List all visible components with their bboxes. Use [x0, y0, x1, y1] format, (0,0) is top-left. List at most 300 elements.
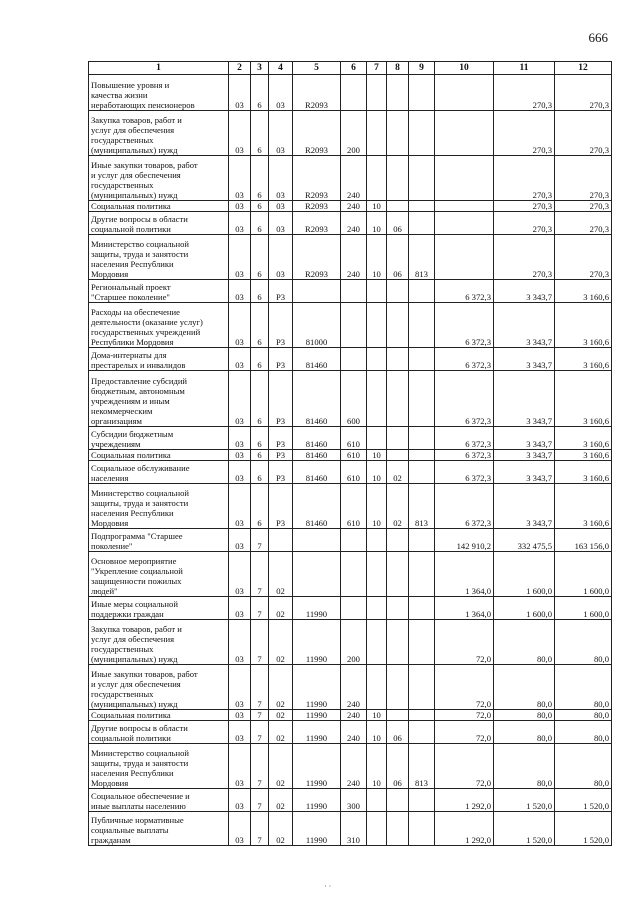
table-row — [89, 450, 612, 461]
code-cell-col-3: 7 — [251, 710, 269, 721]
amount-cell-col-11: 3 343,7 — [494, 348, 555, 371]
code-cell-col-4: P3 — [269, 280, 293, 303]
code-cell-col-7 — [367, 303, 387, 348]
row-name-cell: Расходы на обеспечение деятельности (оказание услуг) государственных учреждений Республики Мордовия — [89, 303, 229, 348]
table-body — [89, 75, 612, 846]
code-cell-col-9 — [409, 620, 435, 665]
row-name-cell: Социальное обслуживание населения — [89, 461, 229, 484]
code-cell-col-2: 03 — [229, 812, 251, 846]
code-cell-col-4: 02 — [269, 552, 293, 597]
code-cell-col-8 — [387, 156, 409, 201]
scan-mark: · · — [324, 882, 332, 891]
amount-cell-col-11: 3 343,7 — [494, 461, 555, 484]
code-cell-col-9 — [409, 529, 435, 552]
code-cell-col-5: 11990 — [293, 812, 341, 846]
amount-cell-col-11: 1 600,0 — [494, 552, 555, 597]
code-cell-col-2: 03 — [229, 111, 251, 156]
code-cell-col-9: 813 — [409, 744, 435, 789]
code-cell-col-7 — [367, 812, 387, 846]
amount-cell-col-10: 6 372,3 — [435, 371, 494, 427]
code-cell-col-2: 03 — [229, 620, 251, 665]
code-cell-col-3: 6 — [251, 484, 269, 529]
amount-cell-col-11: 270,3 — [494, 111, 555, 156]
table-row — [89, 280, 612, 303]
code-cell-col-7 — [367, 620, 387, 665]
code-cell-col-3: 6 — [251, 450, 269, 461]
code-cell-col-6: 240 — [341, 710, 367, 721]
header-row — [89, 62, 612, 75]
code-cell-col-5: R2093 — [293, 212, 341, 235]
amount-cell-col-12: 80,0 — [555, 721, 612, 744]
amount-cell-col-12: 3 160,6 — [555, 348, 612, 371]
row-name-cell: Иные меры социальной поддержки граждан — [89, 597, 229, 620]
code-cell-col-9 — [409, 812, 435, 846]
amount-cell-col-10 — [435, 156, 494, 201]
code-cell-col-3: 7 — [251, 744, 269, 789]
code-cell-col-7: 10 — [367, 461, 387, 484]
page-number: 666 — [588, 30, 608, 45]
code-cell-col-9 — [409, 789, 435, 812]
amount-cell-col-11: 80,0 — [494, 620, 555, 665]
table-row — [89, 721, 612, 744]
amount-cell-col-12: 80,0 — [555, 665, 612, 710]
code-cell-col-7: 10 — [367, 450, 387, 461]
amount-cell-col-10 — [435, 201, 494, 212]
table-row — [89, 484, 612, 529]
column-header-6: 6 — [341, 62, 367, 75]
code-cell-col-3: 7 — [251, 665, 269, 710]
table-row — [89, 75, 612, 111]
amount-cell-col-12: 3 160,6 — [555, 371, 612, 427]
amount-cell-col-10 — [435, 235, 494, 280]
code-cell-col-6: 240 — [341, 665, 367, 710]
budget-table — [88, 61, 612, 846]
code-cell-col-6 — [341, 303, 367, 348]
code-cell-col-2: 03 — [229, 212, 251, 235]
table-row — [89, 529, 612, 552]
code-cell-col-4: 02 — [269, 789, 293, 812]
code-cell-col-7: 10 — [367, 744, 387, 789]
code-cell-col-3: 6 — [251, 156, 269, 201]
code-cell-col-8 — [387, 552, 409, 597]
code-cell-col-7: 10 — [367, 212, 387, 235]
code-cell-col-4: 03 — [269, 201, 293, 212]
table-row — [89, 710, 612, 721]
code-cell-col-7 — [367, 371, 387, 427]
code-cell-col-5: R2093 — [293, 201, 341, 212]
row-name-cell: Подпрограмма "Старшее поколение" — [89, 529, 229, 552]
column-header-11: 11 — [494, 62, 555, 75]
amount-cell-col-10: 6 372,3 — [435, 280, 494, 303]
code-cell-col-5: R2093 — [293, 111, 341, 156]
table-row — [89, 156, 612, 201]
amount-cell-col-11: 1 520,0 — [494, 789, 555, 812]
code-cell-col-6: 240 — [341, 721, 367, 744]
code-cell-col-4: P3 — [269, 450, 293, 461]
amount-cell-col-11: 270,3 — [494, 201, 555, 212]
code-cell-col-6: 240 — [341, 235, 367, 280]
code-cell-col-8 — [387, 620, 409, 665]
code-cell-col-4: 02 — [269, 744, 293, 789]
code-cell-col-5: 81460 — [293, 461, 341, 484]
code-cell-col-6: 300 — [341, 789, 367, 812]
column-header-3: 3 — [251, 62, 269, 75]
code-cell-col-7 — [367, 75, 387, 111]
code-cell-col-6 — [341, 348, 367, 371]
column-header-2: 2 — [229, 62, 251, 75]
code-cell-col-7 — [367, 789, 387, 812]
code-cell-col-4: 03 — [269, 75, 293, 111]
code-cell-col-7: 10 — [367, 710, 387, 721]
amount-cell-col-11: 270,3 — [494, 75, 555, 111]
amount-cell-col-10: 72,0 — [435, 620, 494, 665]
row-name-cell: Другие вопросы в области социальной политики — [89, 721, 229, 744]
code-cell-col-7 — [367, 665, 387, 710]
code-cell-col-8 — [387, 450, 409, 461]
code-cell-col-5: R2093 — [293, 235, 341, 280]
code-cell-col-5: 81460 — [293, 348, 341, 371]
amount-cell-col-12: 1 520,0 — [555, 812, 612, 846]
row-name-cell: Дома-интернаты для престарелых и инвалидов — [89, 348, 229, 371]
code-cell-col-2: 03 — [229, 303, 251, 348]
amount-cell-col-12: 270,3 — [555, 75, 612, 111]
code-cell-col-3: 6 — [251, 371, 269, 427]
column-header-9: 9 — [409, 62, 435, 75]
amount-cell-col-11: 1 600,0 — [494, 597, 555, 620]
code-cell-col-6: 610 — [341, 450, 367, 461]
code-cell-col-2: 03 — [229, 597, 251, 620]
code-cell-col-2: 03 — [229, 665, 251, 710]
code-cell-col-3: 7 — [251, 721, 269, 744]
code-cell-col-8 — [387, 111, 409, 156]
code-cell-col-7 — [367, 552, 387, 597]
amount-cell-col-11: 80,0 — [494, 665, 555, 710]
amount-cell-col-10: 1 364,0 — [435, 597, 494, 620]
code-cell-col-7 — [367, 529, 387, 552]
column-header-12: 12 — [555, 62, 612, 75]
amount-cell-col-10: 1 364,0 — [435, 552, 494, 597]
table-row — [89, 427, 612, 450]
code-cell-col-8 — [387, 597, 409, 620]
code-cell-col-2: 03 — [229, 348, 251, 371]
code-cell-col-2: 03 — [229, 461, 251, 484]
amount-cell-col-12: 80,0 — [555, 744, 612, 789]
code-cell-col-7: 10 — [367, 235, 387, 280]
code-cell-col-6: 240 — [341, 212, 367, 235]
table-row — [89, 371, 612, 427]
code-cell-col-4: 02 — [269, 597, 293, 620]
code-cell-col-3: 6 — [251, 461, 269, 484]
amount-cell-col-10 — [435, 75, 494, 111]
code-cell-col-4: 02 — [269, 721, 293, 744]
code-cell-col-2: 03 — [229, 450, 251, 461]
code-cell-col-6 — [341, 280, 367, 303]
code-cell-col-2: 03 — [229, 427, 251, 450]
table-row — [89, 597, 612, 620]
code-cell-col-4: P3 — [269, 427, 293, 450]
code-cell-col-9 — [409, 552, 435, 597]
amount-cell-col-11: 270,3 — [494, 212, 555, 235]
code-cell-col-9 — [409, 156, 435, 201]
code-cell-col-7 — [367, 156, 387, 201]
code-cell-col-5: 11990 — [293, 665, 341, 710]
code-cell-col-8: 02 — [387, 461, 409, 484]
code-cell-col-6: 610 — [341, 427, 367, 450]
amount-cell-col-12: 270,3 — [555, 111, 612, 156]
row-name-cell: Иные закупки товаров, работ и услуг для обеспечения государственных (муниципальных) нужд — [89, 156, 229, 201]
code-cell-col-9 — [409, 665, 435, 710]
code-cell-col-6: 240 — [341, 201, 367, 212]
code-cell-col-3: 6 — [251, 201, 269, 212]
amount-cell-col-10 — [435, 212, 494, 235]
code-cell-col-4: 03 — [269, 111, 293, 156]
code-cell-col-6: 240 — [341, 156, 367, 201]
code-cell-col-5: 11990 — [293, 620, 341, 665]
code-cell-col-5: 11990 — [293, 710, 341, 721]
code-cell-col-8: 06 — [387, 744, 409, 789]
code-cell-col-5: R2093 — [293, 75, 341, 111]
row-name-cell: Иные закупки товаров, работ и услуг для обеспечения государственных (муниципальных) нужд — [89, 665, 229, 710]
amount-cell-col-10: 6 372,3 — [435, 461, 494, 484]
code-cell-col-5: 81460 — [293, 427, 341, 450]
code-cell-col-3: 6 — [251, 111, 269, 156]
column-header-10: 10 — [435, 62, 494, 75]
row-name-cell: Министерство социальной защиты, труда и занятости населения Республики Мордовия — [89, 484, 229, 529]
amount-cell-col-10: 6 372,3 — [435, 427, 494, 450]
column-header-7: 7 — [367, 62, 387, 75]
code-cell-col-5 — [293, 280, 341, 303]
code-cell-col-3: 7 — [251, 789, 269, 812]
code-cell-col-9: 813 — [409, 484, 435, 529]
column-header-1: 1 — [89, 62, 229, 75]
code-cell-col-6: 200 — [341, 111, 367, 156]
row-name-cell: Социальная политика — [89, 450, 229, 461]
code-cell-col-8 — [387, 529, 409, 552]
code-cell-col-2: 03 — [229, 721, 251, 744]
code-cell-col-9 — [409, 450, 435, 461]
amount-cell-col-11: 3 343,7 — [494, 280, 555, 303]
amount-cell-col-11: 80,0 — [494, 744, 555, 789]
amount-cell-col-12: 163 156,0 — [555, 529, 612, 552]
amount-cell-col-12: 80,0 — [555, 710, 612, 721]
amount-cell-col-10 — [435, 111, 494, 156]
code-cell-col-4: 02 — [269, 665, 293, 710]
row-name-cell: Социальная политика — [89, 201, 229, 212]
column-header-4: 4 — [269, 62, 293, 75]
code-cell-col-4: P3 — [269, 484, 293, 529]
code-cell-col-6 — [341, 597, 367, 620]
amount-cell-col-10: 72,0 — [435, 710, 494, 721]
row-name-cell: Повышение уровня и качества жизни неработающих пенсионеров — [89, 75, 229, 111]
code-cell-col-9 — [409, 461, 435, 484]
code-cell-col-2: 03 — [229, 710, 251, 721]
row-name-cell: Закупка товаров, работ и услуг для обеспечения государственных (муниципальных) нужд — [89, 620, 229, 665]
code-cell-col-6: 310 — [341, 812, 367, 846]
code-cell-col-3: 6 — [251, 303, 269, 348]
code-cell-col-4: P3 — [269, 371, 293, 427]
amount-cell-col-11: 80,0 — [494, 710, 555, 721]
code-cell-col-5 — [293, 552, 341, 597]
amount-cell-col-11: 80,0 — [494, 721, 555, 744]
code-cell-col-2: 03 — [229, 529, 251, 552]
code-cell-col-4 — [269, 529, 293, 552]
amount-cell-col-11: 3 343,7 — [494, 303, 555, 348]
code-cell-col-2: 03 — [229, 201, 251, 212]
code-cell-col-7: 10 — [367, 201, 387, 212]
code-cell-col-9 — [409, 75, 435, 111]
code-cell-col-6: 610 — [341, 484, 367, 529]
amount-cell-col-11: 3 343,7 — [494, 484, 555, 529]
row-name-cell: Министерство социальной защиты, труда и занятости населения Республики Мордовия — [89, 235, 229, 280]
code-cell-col-9 — [409, 721, 435, 744]
code-cell-col-9 — [409, 303, 435, 348]
column-header-5: 5 — [293, 62, 341, 75]
code-cell-col-3: 7 — [251, 597, 269, 620]
code-cell-col-8 — [387, 710, 409, 721]
code-cell-col-8: 06 — [387, 721, 409, 744]
code-cell-col-8 — [387, 665, 409, 710]
amount-cell-col-11: 3 343,7 — [494, 371, 555, 427]
amount-cell-col-12: 1 600,0 — [555, 597, 612, 620]
row-name-cell: Основное мероприятие "Укрепление социальной защищенности пожилых людей" — [89, 552, 229, 597]
amount-cell-col-10: 72,0 — [435, 721, 494, 744]
code-cell-col-7 — [367, 427, 387, 450]
code-cell-col-7 — [367, 111, 387, 156]
code-cell-col-8 — [387, 348, 409, 371]
row-name-cell: Социальная политика — [89, 710, 229, 721]
amount-cell-col-12: 270,3 — [555, 235, 612, 280]
amount-cell-col-12: 270,3 — [555, 212, 612, 235]
code-cell-col-8 — [387, 789, 409, 812]
code-cell-col-2: 03 — [229, 75, 251, 111]
row-name-cell: Социальное обеспечение и иные выплаты населению — [89, 789, 229, 812]
table-row — [89, 812, 612, 846]
code-cell-col-9 — [409, 201, 435, 212]
code-cell-col-6: 240 — [341, 744, 367, 789]
code-cell-col-9 — [409, 111, 435, 156]
amount-cell-col-12: 3 160,6 — [555, 303, 612, 348]
code-cell-col-5: R2093 — [293, 156, 341, 201]
code-cell-col-4: P3 — [269, 348, 293, 371]
code-cell-col-2: 03 — [229, 789, 251, 812]
code-cell-col-3: 6 — [251, 212, 269, 235]
code-cell-col-3: 6 — [251, 348, 269, 371]
code-cell-col-4: 03 — [269, 156, 293, 201]
code-cell-col-4: P3 — [269, 303, 293, 348]
code-cell-col-7: 10 — [367, 721, 387, 744]
code-cell-col-2: 03 — [229, 552, 251, 597]
table-row — [89, 461, 612, 484]
code-cell-col-5: 11990 — [293, 744, 341, 789]
code-cell-col-9 — [409, 212, 435, 235]
code-cell-col-8 — [387, 303, 409, 348]
amount-cell-col-12: 3 160,6 — [555, 280, 612, 303]
amount-cell-col-11: 3 343,7 — [494, 427, 555, 450]
code-cell-col-2: 03 — [229, 235, 251, 280]
code-cell-col-2: 03 — [229, 371, 251, 427]
code-cell-col-6: 600 — [341, 371, 367, 427]
code-cell-col-3: 6 — [251, 75, 269, 111]
code-cell-col-8 — [387, 371, 409, 427]
code-cell-col-6 — [341, 552, 367, 597]
amount-cell-col-11: 1 520,0 — [494, 812, 555, 846]
amount-cell-col-12: 3 160,6 — [555, 450, 612, 461]
code-cell-col-2: 03 — [229, 280, 251, 303]
row-name-cell: Предоставление субсидий бюджетным, автономным учреждениям и иным некоммерческим организациям — [89, 371, 229, 427]
amount-cell-col-12: 3 160,6 — [555, 461, 612, 484]
amount-cell-col-12: 1 520,0 — [555, 789, 612, 812]
amount-cell-col-10: 6 372,3 — [435, 484, 494, 529]
table-row — [89, 303, 612, 348]
code-cell-col-5: 11990 — [293, 789, 341, 812]
code-cell-col-4: 03 — [269, 235, 293, 280]
row-name-cell: Другие вопросы в области социальной политики — [89, 212, 229, 235]
code-cell-col-8 — [387, 427, 409, 450]
code-cell-col-2: 03 — [229, 484, 251, 529]
code-cell-col-5: 81460 — [293, 484, 341, 529]
code-cell-col-2: 03 — [229, 744, 251, 789]
code-cell-col-4: 03 — [269, 212, 293, 235]
amount-cell-col-10: 72,0 — [435, 665, 494, 710]
amount-cell-col-11: 270,3 — [494, 156, 555, 201]
code-cell-col-6 — [341, 75, 367, 111]
code-cell-col-9 — [409, 348, 435, 371]
code-cell-col-5: 81460 — [293, 450, 341, 461]
amount-cell-col-10: 1 292,0 — [435, 812, 494, 846]
code-cell-col-6: 200 — [341, 620, 367, 665]
column-header-8: 8 — [387, 62, 409, 75]
code-cell-col-3: 7 — [251, 552, 269, 597]
code-cell-col-9 — [409, 280, 435, 303]
code-cell-col-7 — [367, 597, 387, 620]
table-row — [89, 552, 612, 597]
code-cell-col-4: P3 — [269, 461, 293, 484]
row-name-cell: Закупка товаров, работ и услуг для обеспечения государственных (муниципальных) нужд — [89, 111, 229, 156]
table-row — [89, 348, 612, 371]
code-cell-col-3: 7 — [251, 529, 269, 552]
code-cell-col-3: 7 — [251, 812, 269, 846]
code-cell-col-4: 02 — [269, 812, 293, 846]
amount-cell-col-10: 72,0 — [435, 744, 494, 789]
amount-cell-col-11: 270,3 — [494, 235, 555, 280]
code-cell-col-5: 11990 — [293, 721, 341, 744]
amount-cell-col-12: 270,3 — [555, 156, 612, 201]
code-cell-col-3: 6 — [251, 235, 269, 280]
code-cell-col-8: 06 — [387, 235, 409, 280]
amount-cell-col-10: 6 372,3 — [435, 303, 494, 348]
amount-cell-col-10: 142 910,2 — [435, 529, 494, 552]
code-cell-col-5: 11990 — [293, 597, 341, 620]
code-cell-col-5: 81000 — [293, 303, 341, 348]
code-cell-col-5: 81460 — [293, 371, 341, 427]
amount-cell-col-11: 3 343,7 — [494, 450, 555, 461]
row-name-cell: Публичные нормативные социальные выплаты гражданам — [89, 812, 229, 846]
amount-cell-col-12: 80,0 — [555, 620, 612, 665]
amount-cell-col-12: 270,3 — [555, 201, 612, 212]
code-cell-col-3: 6 — [251, 280, 269, 303]
code-cell-col-9 — [409, 371, 435, 427]
code-cell-col-8: 02 — [387, 484, 409, 529]
code-cell-col-7 — [367, 348, 387, 371]
amount-cell-col-12: 3 160,6 — [555, 484, 612, 529]
code-cell-col-4: 02 — [269, 620, 293, 665]
code-cell-col-6: 610 — [341, 461, 367, 484]
code-cell-col-8: 06 — [387, 212, 409, 235]
table-row — [89, 744, 612, 789]
code-cell-col-2: 03 — [229, 156, 251, 201]
amount-cell-col-12: 3 160,6 — [555, 427, 612, 450]
code-cell-col-9 — [409, 710, 435, 721]
